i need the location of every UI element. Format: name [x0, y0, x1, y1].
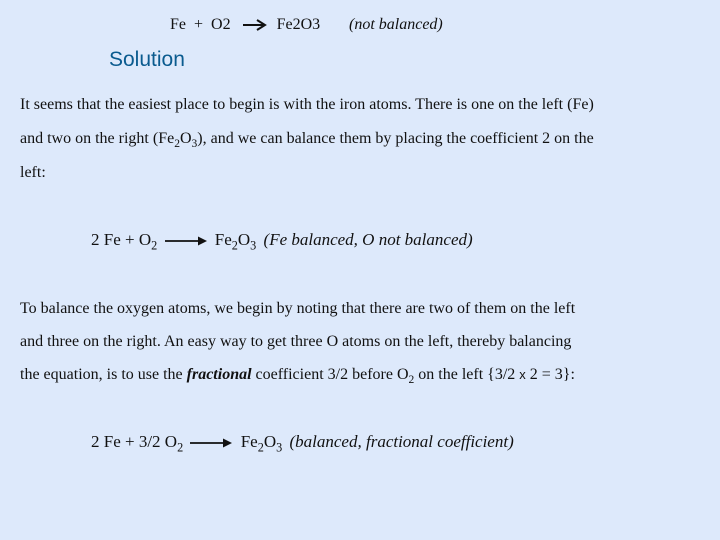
para2-line2: and three on the right. An easy way to get three O atoms on the left, thereby balancing — [20, 333, 572, 350]
equation-2 — [91, 432, 514, 455]
long-right-arrow-icon — [189, 437, 233, 449]
para2-line3-sub: 2 — [408, 374, 415, 387]
eq1-prod-sub1: 2 — [231, 238, 238, 253]
para2-line1: To balance the oxygen atoms, we begin by noting that there are two of them on the left — [20, 300, 576, 317]
para1-line2-a: and two on the right (Fe — [20, 130, 175, 147]
para2-line3-c: on the left {3/2 — [418, 366, 516, 383]
right-arrow-icon — [241, 18, 271, 32]
eq1-prod-a: Fe — [214, 230, 232, 249]
eq2-note: (balanced, fractional coefficient) — [289, 432, 514, 451]
eq1-prod-b: O — [237, 230, 251, 249]
eq2-left: 2 Fe + 3/2 O — [91, 432, 178, 451]
para1-line2-sub2: 3 — [191, 138, 198, 151]
header-reactant2: O2 — [211, 16, 231, 33]
header-note: (not balanced) — [349, 16, 443, 33]
eq2-prod-b: O — [263, 432, 277, 451]
eq1-left-sub: 2 — [151, 238, 158, 253]
para1-line2-sub1: 2 — [174, 138, 180, 151]
eq2-prod-a: Fe — [240, 432, 258, 451]
eq2-left-sub: 2 — [177, 440, 184, 455]
header-plus: + — [194, 16, 204, 33]
para2-line3-d: 2 = 3}: — [529, 366, 575, 383]
para2-line3 — [20, 366, 575, 387]
para1-line2-c: ), and we can balance them by placing the coefficient 2 on the — [197, 130, 594, 147]
long-right-arrow-icon — [164, 235, 208, 247]
header-product: Fe2O3 — [276, 16, 321, 33]
para1-line2 — [20, 130, 594, 151]
solution-heading: Solution — [109, 48, 185, 71]
equation-1 — [91, 230, 473, 253]
eq1-left: 2 Fe + O — [91, 230, 152, 249]
header-reactant1: Fe — [170, 16, 186, 33]
eq2-prod-sub2: 3 — [276, 440, 283, 455]
para2-line3-em: fractional — [186, 366, 252, 383]
para1-line3: left: — [20, 164, 46, 181]
para2-line3-a: the equation, is to use the — [20, 366, 183, 383]
eq1-prod-sub2: 3 — [250, 238, 257, 253]
para2-line3-b: coefficient 3/2 before O — [255, 366, 409, 383]
eq2-prod-sub1: 2 — [257, 440, 264, 455]
para1-line2-b: O — [179, 130, 192, 147]
para1-line1: It seems that the easiest place to begin is with the iron atoms. There is one on the left (Fe) — [20, 96, 594, 113]
header-equation — [170, 16, 320, 34]
para2-line3-x: x — [519, 367, 526, 382]
eq1-note: (Fe balanced, O not balanced) — [263, 230, 473, 249]
